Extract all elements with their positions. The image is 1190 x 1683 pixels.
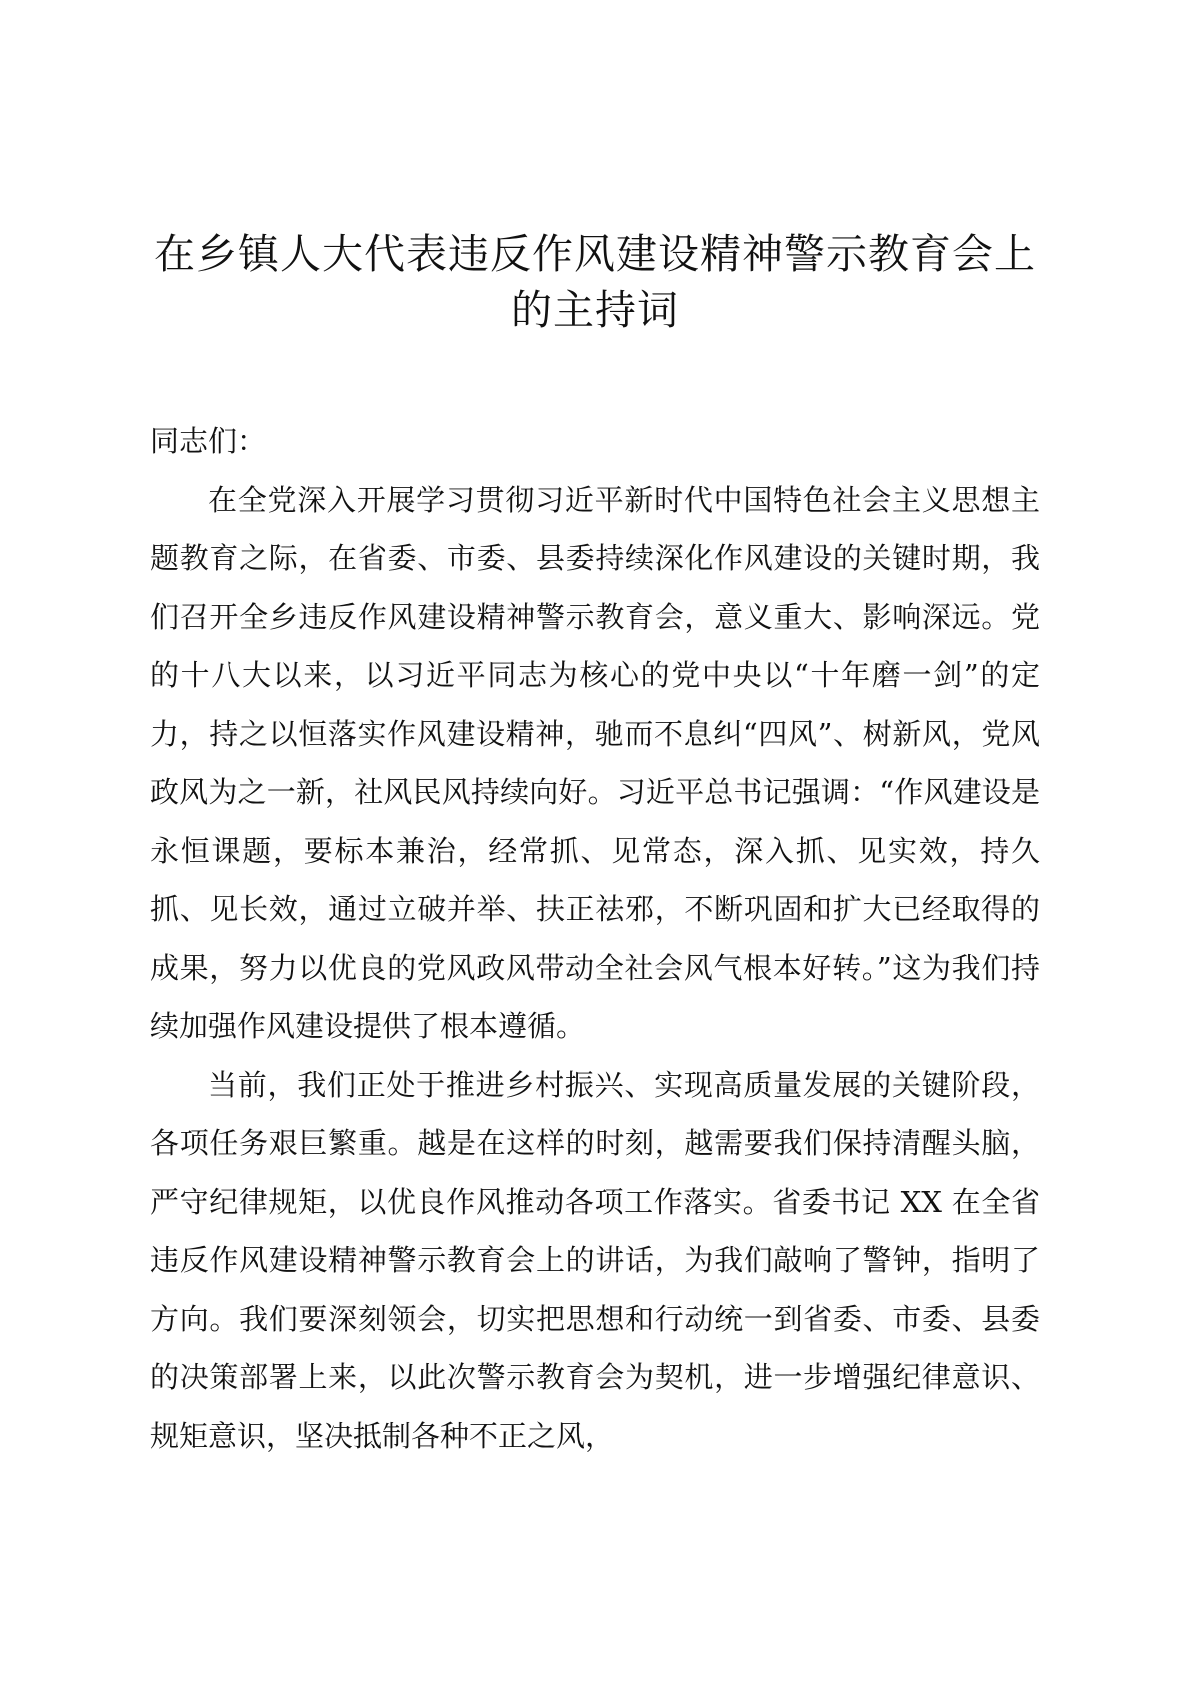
document-title: 在乡镇人大代表违反作风建设精神警示教育会上的主持词 [154, 230, 1036, 334]
paragraph-2: 当前，我们正处于推进乡村振兴、实现高质量发展的关键阶段，各项任务艰巨繁重。越是在这样的时刻，越需要我们保持清醒头脑，严守纪律规矩，以优良作风推动各项工作落实。省委书记 XX 在全省违反作风建设精神警示教育会上的讲话，为我们敲响了警钟，指明了方向。我们要深刻领会，切实把思想和行动统一到省委、市委、县委的决策部署上来，以此次警示教育会为契机，进一步增强纪律意识、规矩意识，坚决抵制各种不正之风， [150, 1067, 1040, 1453]
paragraph-1: 在全党深入开展学习贯彻习近平新时代中国特色社会主义思想主题教育之际，在省委、市委、县委持续深化作风建设的关键时期，我们召开全乡违反作风建设精神警示教育会，意义重大、影响深远。党的十八大以来，以习近平同志为核心的党中央以“十年磨一剑”的定力，持之以恒落实作风建设精神，驰而不息纠“四风”、树新风，党风政风为之一新，社风民风持续向好。习近平总书记强调：“作风建设是永恒课题，要标本兼治，经常抓、见常态，深入抓、见实效，持久抓、见长效，通过立破并举、扶正祛邪，不断巩固和扩大已经取得的成果，努力以优良的党风政风带动全社会风气根本好转。”这为我们持续加强作风建设提供了根本遵循。 [150, 482, 1040, 1043]
document-body [150, 412, 1040, 1465]
salutation: 同志们： [150, 424, 267, 458]
